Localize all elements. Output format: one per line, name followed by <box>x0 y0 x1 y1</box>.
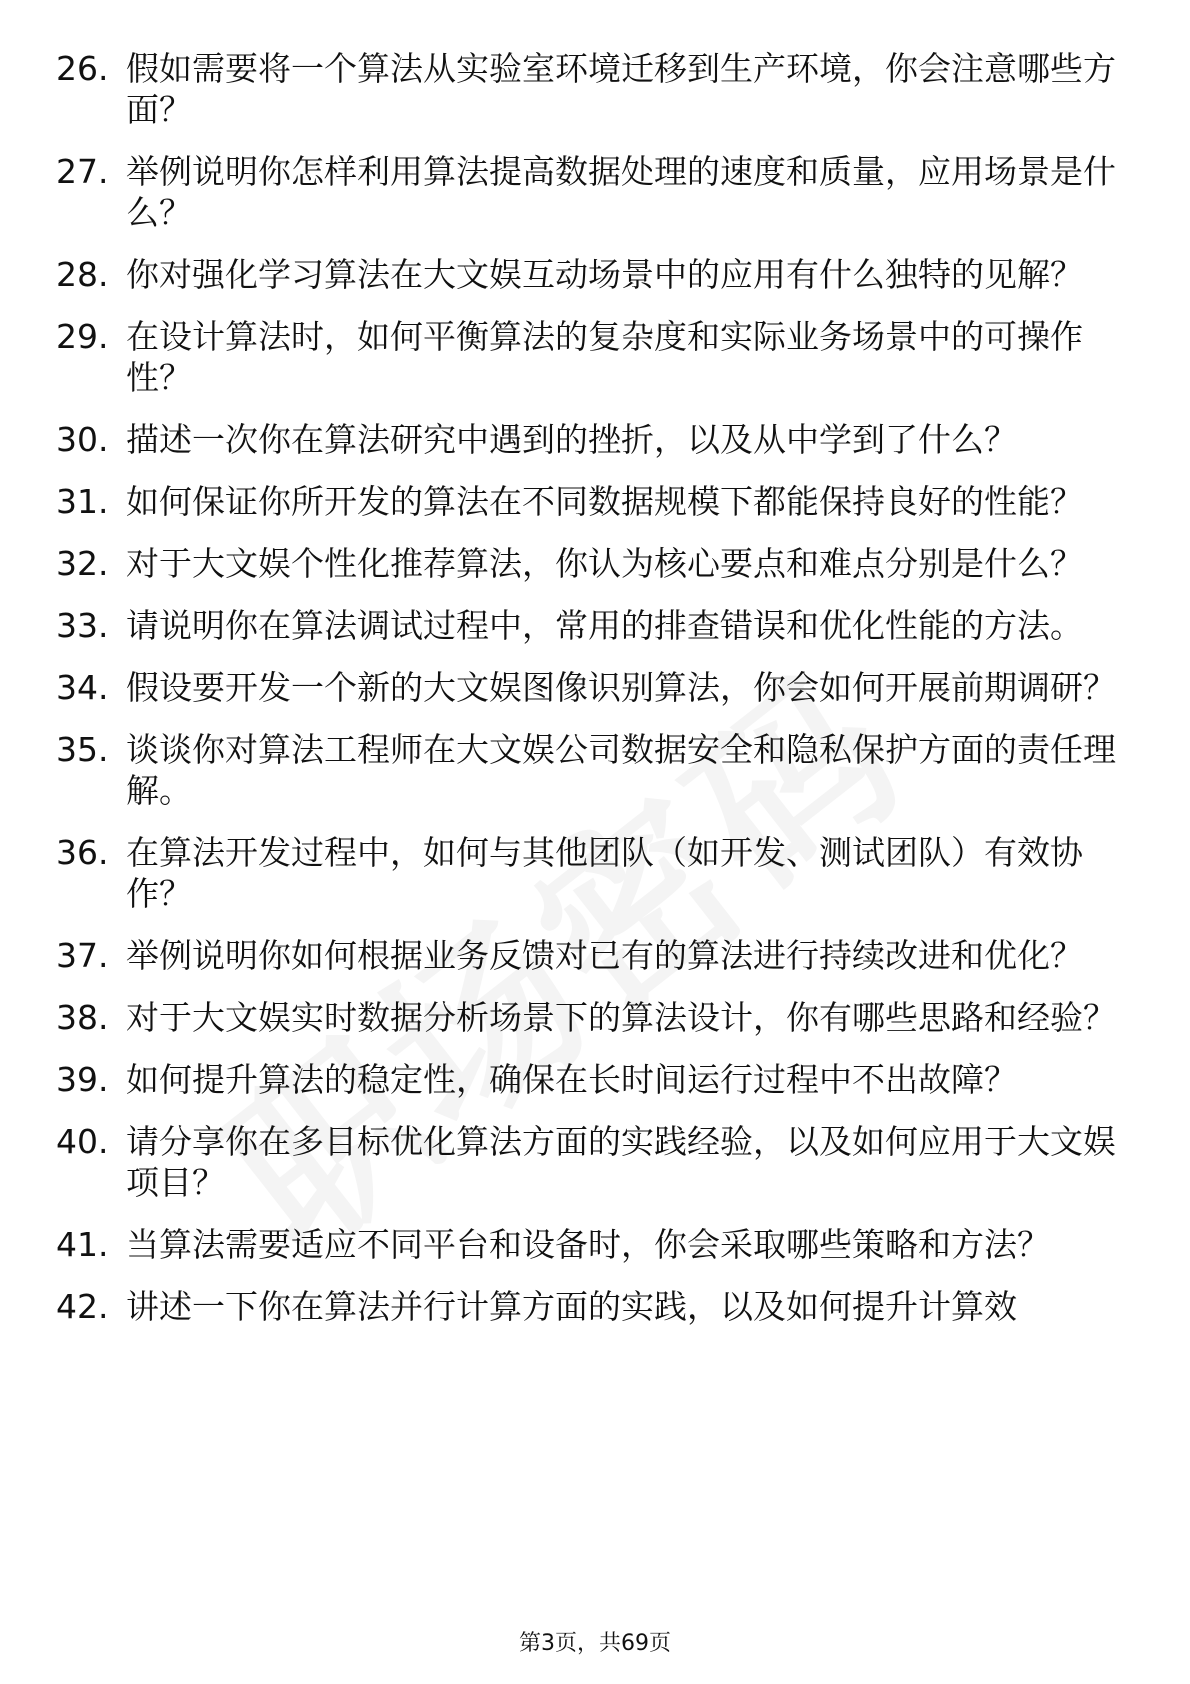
question-text: 描述一次你在算法研究中遇到的挫折，以及从中学到了什么？ <box>126 420 1017 459</box>
question-number: 26. <box>56 49 109 88</box>
question-number: 36. <box>56 833 109 872</box>
list-item <box>56 543 1136 584</box>
question-number: 31. <box>56 482 109 521</box>
question-number: 28. <box>56 255 109 294</box>
page-footer: 第3页，共69页 <box>519 1631 671 1656</box>
question-number: 33. <box>56 606 109 645</box>
question-text: 谈谈你对算法工程师在大文娱公司数据安全和隐私保护方面的责任理解。 <box>126 730 1116 810</box>
question-text: 假如需要将一个算法从实验室环境迁移到生产环境，你会注意哪些方面？ <box>126 49 1116 129</box>
list-item <box>56 1224 1136 1265</box>
question-number: 29. <box>56 317 109 356</box>
list-item <box>56 419 1136 460</box>
question-list <box>56 48 1136 1348</box>
question-text: 请说明你在算法调试过程中，常用的排查错误和优化性能的方法。 <box>126 606 1083 645</box>
question-text: 举例说明你如何根据业务反馈对已有的算法进行持续改进和优化？ <box>126 936 1083 975</box>
list-item <box>56 48 1136 130</box>
question-text: 当算法需要适应不同平台和设备时，你会采取哪些策略和方法？ <box>126 1225 1050 1264</box>
list-item <box>56 997 1136 1038</box>
question-text: 在设计算法时，如何平衡算法的复杂度和实际业务场景中的可操作性？ <box>126 317 1083 397</box>
question-text: 如何保证你所开发的算法在不同数据规模下都能保持良好的性能？ <box>126 482 1083 521</box>
question-text: 对于大文娱实时数据分析场景下的算法设计，你有哪些思路和经验？ <box>126 998 1116 1037</box>
list-item <box>56 1286 1136 1327</box>
question-text: 在算法开发过程中，如何与其他团队（如开发、测试团队）有效协作？ <box>126 833 1083 913</box>
list-item <box>56 832 1136 914</box>
question-number: 39. <box>56 1060 109 1099</box>
question-number: 40. <box>56 1122 109 1161</box>
list-item <box>56 1121 1136 1203</box>
question-text: 对于大文娱个性化推荐算法，你认为核心要点和难点分别是什么？ <box>126 544 1083 583</box>
question-text: 假设要开发一个新的大文娱图像识别算法，你会如何开展前期调研？ <box>126 668 1116 707</box>
question-number: 30. <box>56 420 109 459</box>
question-number: 37. <box>56 936 109 975</box>
question-number: 32. <box>56 544 109 583</box>
list-item <box>56 667 1136 708</box>
list-item <box>56 254 1136 295</box>
list-item <box>56 481 1136 522</box>
question-number: 42. <box>56 1287 109 1326</box>
list-item <box>56 151 1136 233</box>
question-number: 27. <box>56 152 109 191</box>
question-text: 举例说明你怎样利用算法提高数据处理的速度和质量，应用场景是什么？ <box>126 152 1116 232</box>
list-item <box>56 729 1136 811</box>
question-text: 如何提升算法的稳定性，确保在长时间运行过程中不出故障？ <box>126 1060 1017 1099</box>
question-number: 35. <box>56 730 109 769</box>
list-item <box>56 316 1136 398</box>
question-text: 讲述一下你在算法并行计算方面的实践，以及如何提升计算效 <box>126 1287 1017 1326</box>
question-text: 你对强化学习算法在大文娱互动场景中的应用有什么独特的见解？ <box>126 255 1083 294</box>
list-item <box>56 605 1136 646</box>
question-number: 34. <box>56 668 109 707</box>
list-item <box>56 1059 1136 1100</box>
question-number: 38. <box>56 998 109 1037</box>
list-item <box>56 935 1136 976</box>
question-number: 41. <box>56 1225 109 1264</box>
question-text: 请分享你在多目标优化算法方面的实践经验，以及如何应用于大文娱项目？ <box>126 1122 1116 1202</box>
